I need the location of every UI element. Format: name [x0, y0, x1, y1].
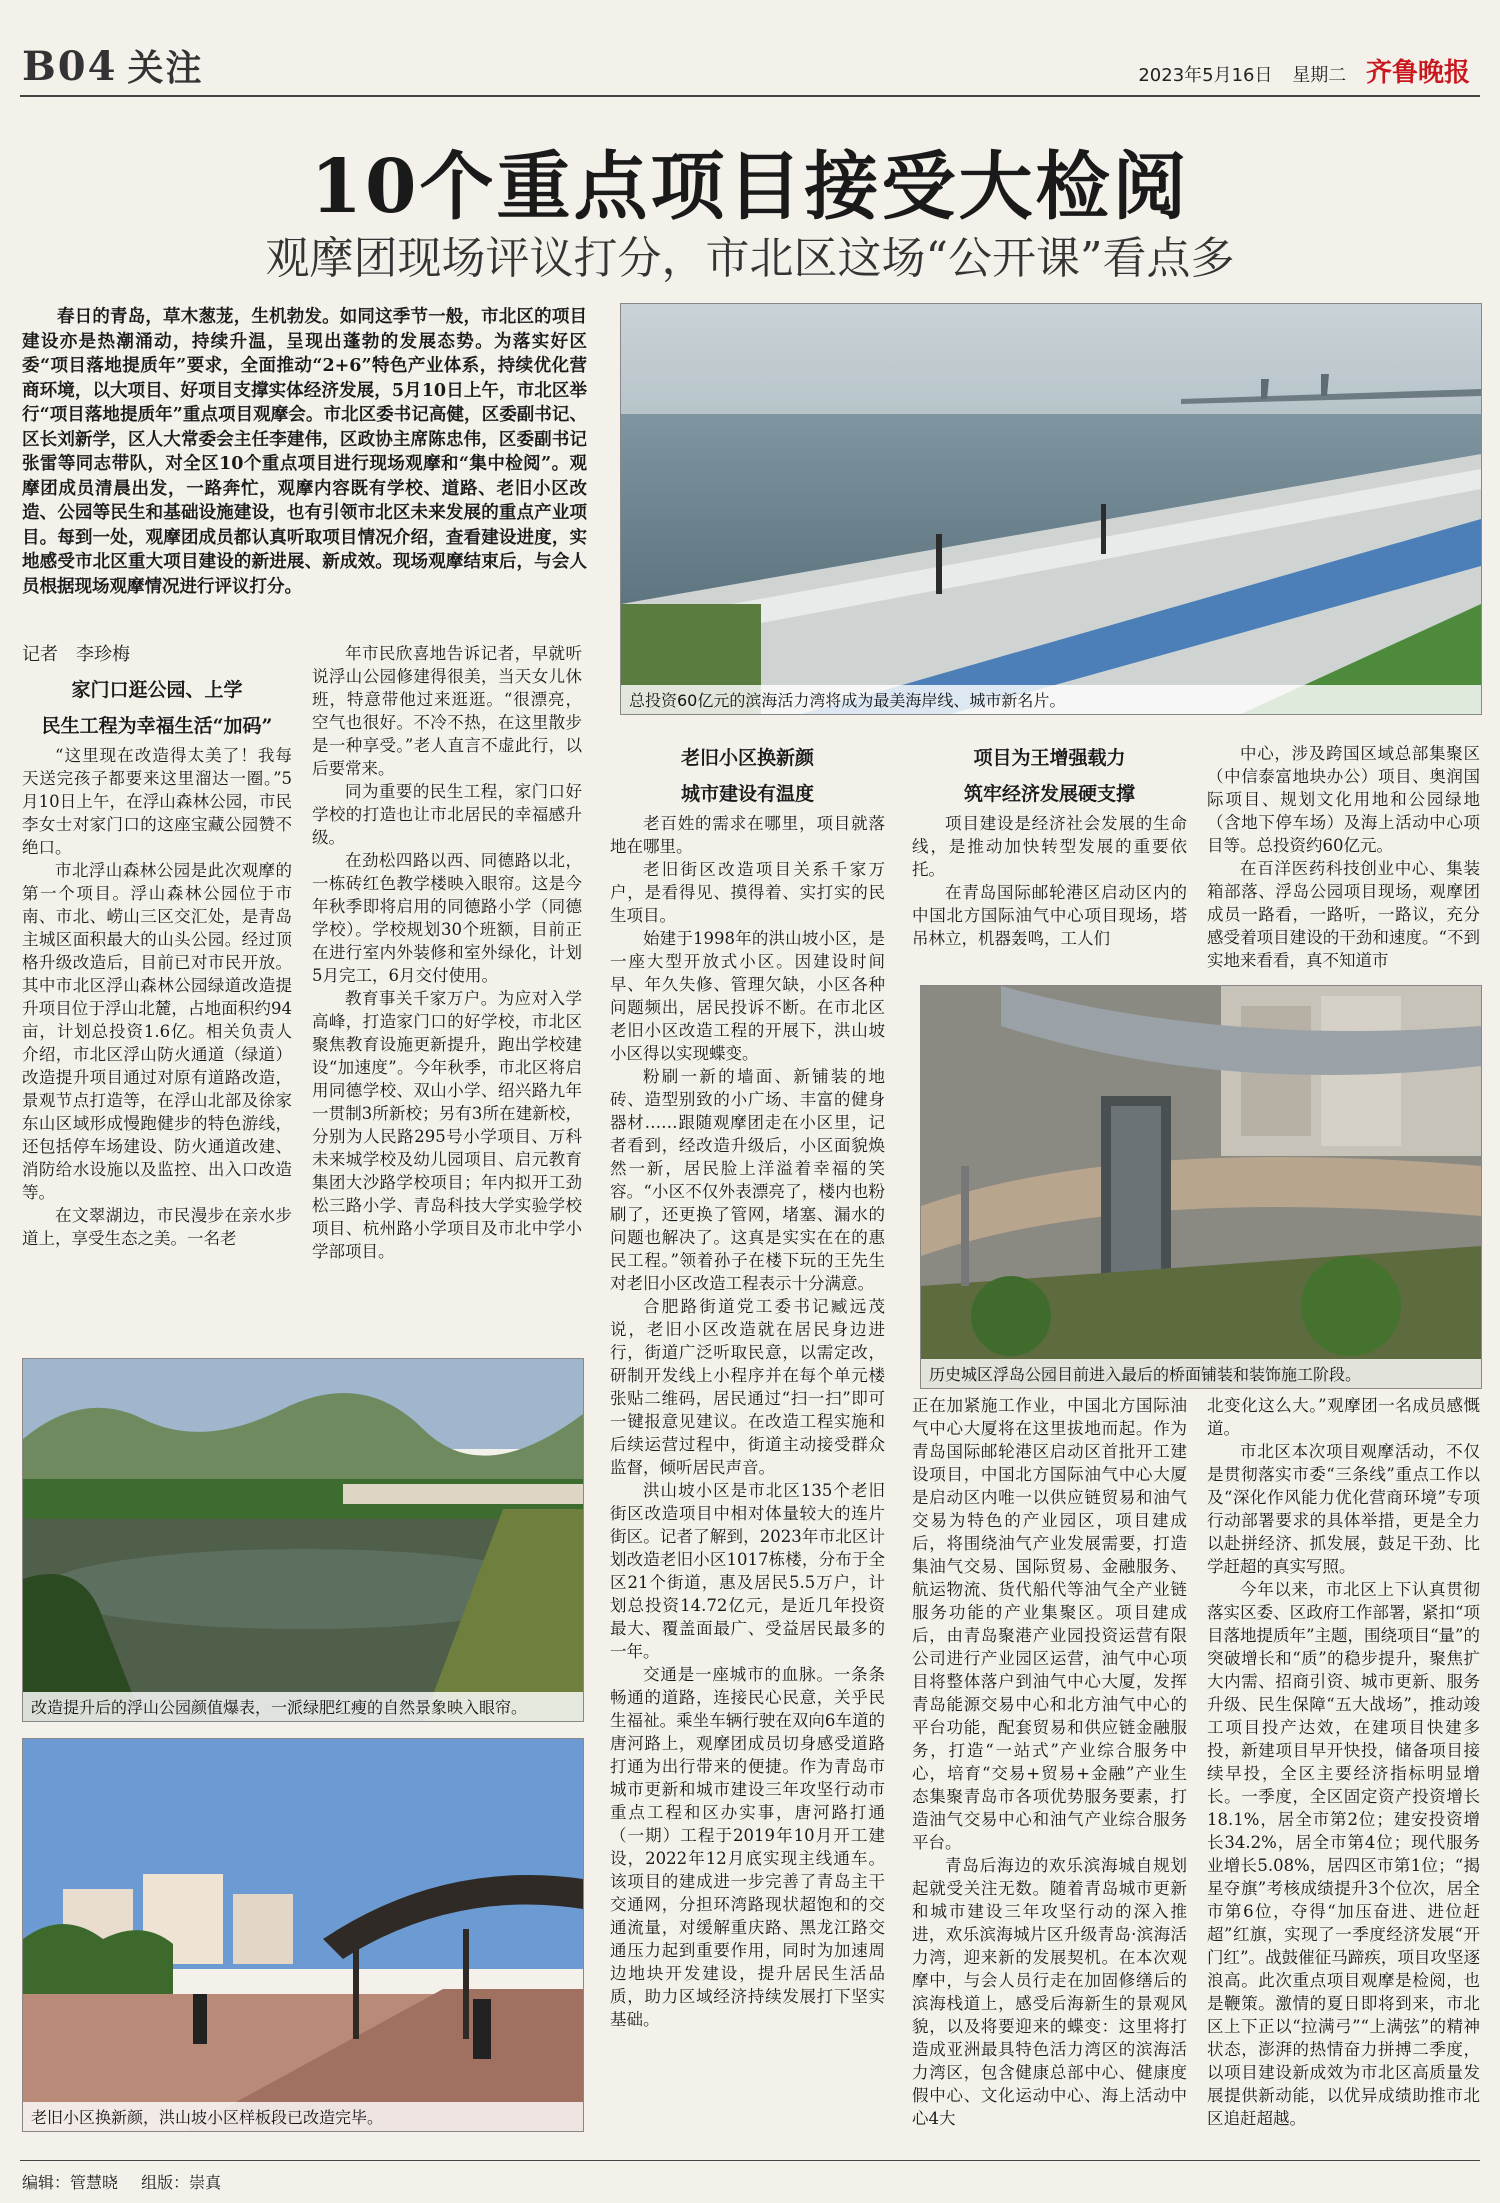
paragraph: 北变化这么大。”观摩团一名成员感慨道。 — [1207, 1396, 1480, 1438]
paragraph: 中心，涉及跨国区域总部集聚区（中信泰富地块办公）项目、奥润国际项目、规划文化用地和公园绿地（含地下停车场）及海上活动中心项目等。总投资约60亿元。 — [1207, 744, 1480, 855]
paragraph: 市北区本次项目观摩活动，不仅是贯彻落实市委“三条线”重点工作以及“深化作风能力优化营商环境”专项行动部署要求的具体举措，更是全力以赴拼经济、抓发展，鼓足干劲、比学赶超的真实写照。 — [1207, 1442, 1480, 1576]
fudao-park-image — [921, 986, 1481, 1388]
paragraph: “这里现在改造得太美了！我每天送完孩子都要来这里溜达一圈。”5月10日上午，在浮山森林公园，市民李女士对家门口的这座宝藏公园赞不绝口。 — [22, 746, 292, 857]
column-3 — [610, 740, 885, 2031]
column-4-top — [912, 740, 1187, 950]
bottom-rule — [20, 2160, 1480, 2161]
section-head-old-communities-line2: 城市建设有温度 — [680, 783, 814, 805]
paragraph: 市北浮山森林公园是此次观摩的第一个项目。浮山森林公园位于市南、市北、崂山三区交汇处，是青岛主城区面积最大的山头公园。经过顶格升级改造后，目前已对市民开放。其中市北区浮山森林公园绿道改造提升项目位于浮山北麓，占地面积约94亩，计划总投资1.6亿。相关负责人介绍，市北区浮山防火通道（绿道）改造提升项目通过对原有道路改造，景观节点打造等，在浮山北部及徐家东山区域形成慢跑健步的特色游线，还包括停车场建设、防火通道改建、消防给水设施以及监控、出入口改造等。 — [22, 861, 292, 1202]
paragraph: 青岛后海边的欢乐滨海城自规划起就受关注无数。随着青岛城市更新和城市建设三年攻坚行动的深入推进，欢乐滨海城片区升级青岛·滨海活力湾，迎来新的发展契机。在本次观摩中，与会人员行走在加固修缮后的滨海栈道上，感受后海新生的景观风貌，以及将要迎来的蝶变：这里将打造成亚洲最具特色活力湾区的滨海活力湾区，包含健康总部中心、健康度假中心、文化运动中心、海上活动中心4大 — [912, 1856, 1187, 2128]
paragraph: 今年以来，市北区上下认真贯彻落实区委、区政府工作部署，紧扣“项目落地提质年”主题，围绕项目“量”的突破增长和“质”的稳步提升，聚焦扩大内需、招商引资、城市更新、服务升级、民生保障“五大战场”，推动竣工项目投产达效，在建项目快建多投，新建项目早开快投，储备项目接续早投，全区主要经济指标明显增长。一季度，全区固定资产投资增长18.1%，居全市第2位；建安投资增长34.2%，居全市第4位；现代服务业增长5.08%，居四区市第1位；“揭星夺旗”考核成绩提升3个位次，居全市第6位，夺得“加压奋进、进位赶超”红旗，实现了一季度经济发展“开门红”。战鼓催征马蹄疾，项目攻坚逐浪高。此次重点项目观摩是检阅，也是鞭策。激情的夏日即将到来，市北区上下正以“拉满弓”“上满弦”的精神状态，澎湃的热情奋力拼搏二季度，以项目建设新成效为市北区高质量发展提供新动能，以优异成绩助推市北区追赶超越。 — [1207, 1580, 1480, 2128]
section-head-parks-line1: 家门口逛公园、上学 — [71, 679, 243, 701]
paragraph: 老百姓的需求在哪里，项目就落地在哪里。 — [610, 814, 885, 856]
section-head-old-communities-line1: 老旧小区换新颜 — [680, 747, 814, 769]
lead-paragraph: 春日的青岛，草木葱茏，生机勃发。如同这季节一般，市北区的项目建设亦是热潮涌动，持续升温，呈现出蓬勃的发展态势。为落实好区委“项目落地提质年”要求，全面推动“2+6”特色产业体系，持续优化营商环境，以大项目、好项目支撑实体经济发展，5月10日上午，市北区举行“项目落地提质年”重点项目观摩会。市北区委书记高健，区委副书记、区长刘新学，区人大常委会主任李建伟，区政协主席陈忠伟，区委副书记张雷等同志带队，对全区10个重点项目进行现场观摩和“集中检阅”。观摩团成员清晨出发，一路奔忙，观摩内容既有学校、道路、老旧小区改造、公园等民生和基础设施建设，也有引领市北区未来发展的重点产业项目。每到一处，观摩团成员都认真听取项目情况介绍，查看建设进度，实地感受市北区重大项目建设的新进展、新成效。现场观摩结束后，与会人员根据现场观摩情况进行评议打分。 — [22, 307, 587, 597]
photo-caption-park: 改造提升后的浮山公园颜值爆表，一派绿肥红瘦的自然景象映入眼帘。 — [23, 1692, 583, 1721]
paragraph: 老旧街区改造项目关系千家万户，是看得见、摸得着、实打实的民生项目。 — [610, 860, 885, 925]
paragraph: 粉刷一新的墙面、新铺装的地砖、造型别致的小广场、丰富的健身器材……跟随观摩团走在小区里，记者看到，经改造升级后，小区面貌焕然一新，居民脸上洋溢着幸福的笑容。“小区不仅外表漂亮了，楼内也粉刷了，还更换了管网，堵塞、漏水的问题也解决了。这真是实实在在的惠民工程。”领着孙子在楼下玩的王先生对老旧小区改造工程表示十分满意。 — [610, 1067, 885, 1293]
masthead-dateline — [1138, 52, 1470, 89]
footer-credits — [22, 2170, 221, 2193]
page-section-label — [22, 40, 204, 91]
column-2 — [312, 642, 582, 1263]
paragraph: 在文翠湖边，市民漫步在亲水步道上，享受生态之美。一名老 — [22, 1206, 292, 1248]
issue-weekday: 星期二 — [1292, 65, 1347, 86]
issue-date: 2023年5月16日 — [1138, 65, 1273, 86]
paragraph: 项目建设是经济社会发展的生命线，是推动加快转型发展的重要依托。 — [912, 814, 1187, 879]
paragraph: 交通是一座城市的血脉。一条条畅通的道路，连接民心民意，关乎民生福祉。乘坐车辆行驶在双向6车道的唐河路上，观摩团成员切身感受道路打通为出行带来的便捷。作为青岛市城市更新和城市建设三年攻坚行动市重点工程和区办实事，唐河路打通（一期）工程于2019年10月开工建设，2022年12月底实现主线通车。该项目的建成进一步完善了青岛主干交通网，分担环湾路现状超饱和的交通流量，对缓解重庆路、黑龙江路交通压力起到重要作用，同时为加速周边地块开发建设，提升居民生活品质，助力区域经济持续发展打下坚实基础。 — [610, 1665, 885, 2029]
column-5-bottom — [1207, 1394, 1480, 2130]
paragraph: 同为重要的民生工程，家门口好学校的打造也让市北居民的幸福感升级。 — [312, 782, 582, 847]
column-5-top — [1207, 742, 1480, 972]
column-1 — [22, 672, 292, 1250]
community-image — [23, 1739, 583, 2131]
section-head-projects-line2: 筑牢经济发展硬支撑 — [963, 783, 1135, 805]
byline: 记者 李珍梅 — [22, 644, 130, 665]
section-head-parks-line2: 民生工程为幸福生活“加码” — [41, 715, 273, 737]
paragraph: 在百洋医药科技创业中心、集装箱部落、浮岛公园项目现场，观摩团成员一路看，一路听，一路议，充分感受着项目建设的干劲和速度。“不到实地来看看，真不知道市 — [1207, 859, 1480, 970]
top-rule — [20, 95, 1480, 97]
paragraph: 年市民欣喜地告诉记者，早就听说浮山公园修建得很美，当天女儿休班，特意带他过来逛逛。“很漂亮，空气也很好。不冷不热，在这里散步是一种享受。”老人直言不虚此行，以后要常来。 — [312, 644, 582, 778]
paragraph: 正在加紧施工作业，中国北方国际油气中心大厦将在这里拔地而起。作为青岛国际邮轮港区启动区首批开工建设项目，中国北方国际油气中心大厦是启动区内唯一以供应链贸易和油气交易为特色的产业园区，项目建成后，将围绕油气产业发展需要，打造集油气交易、国际贸易、金融服务、航运物流、货代船代等油气全产业链服务功能的产业集聚区。项目建成后，由青岛聚港产业园投资运营有限公司进行产业园区运营，油气中心项目将整体落户到油气中心大厦，发挥青岛能源交易中心和北方油气中心的平台功能，配套贸易和供应链金融服务，打造“一站式”产业综合服务中心，培育“交易+贸易+金融”产业生态集聚青岛市各项优势服务要素，打造油气交易中心和油气产业综合服务平台。 — [912, 1396, 1187, 1852]
section-head-parks — [22, 672, 292, 744]
editor-credit: 编辑：管慧晓 — [22, 2173, 119, 2192]
paragraph: 洪山坡小区是市北区135个老旧街区改造项目中相对体量较大的连片街区。记者了解到，2023年市北区计划改造老旧小区1017栋楼，分布于全区21个街道，惠及居民5.5万户，计划总投资14.72亿元，是近几年投资最大、覆盖面最广、受益居民最多的一年。 — [610, 1481, 885, 1661]
column-4-bottom — [912, 1394, 1187, 2130]
section-head-old-communities — [610, 740, 885, 812]
paragraph: 教育事关千家万户。为应对入学高峰，打造家门口的好学校，市北区聚焦教育设施更新提升，跑出学校建设“加速度”。今年秋季，市北区将启用同德学校、双山小学、绍兴路九年一贯制3所新校；另有3所在建新校，分别为人民路295号小学项目、万科未来城学校及幼儿园项目、启元教育集团大沙路学校项目；年内拟开工劲松三路小学、青岛科技大学实验学校项目、杭州路小学项目及市北中学小学部项目。 — [312, 989, 582, 1261]
photo-fushan-park — [22, 1358, 584, 1722]
section-head-projects-line1: 项目为王增强载力 — [973, 747, 1126, 769]
seaside-image — [621, 304, 1481, 714]
headline: 10个重点项目接受大检阅 — [310, 144, 1190, 230]
photo-hongshanpo-community — [22, 1738, 584, 2132]
section-head-projects — [912, 740, 1187, 812]
photo-seaside-bay — [620, 303, 1482, 715]
subheadline: 观摩团现场评议打分，市北区这场“公开课”看点多 — [265, 233, 1235, 284]
layout-credit: 组版：崇真 — [141, 2173, 222, 2192]
park-image — [23, 1359, 583, 1721]
photo-fudao-park — [920, 985, 1482, 1389]
photo-caption-community: 老旧小区换新颜，洪山坡小区样板段已改造完毕。 — [23, 2102, 583, 2131]
photo-caption-fudao: 历史城区浮岛公园目前进入最后的桥面铺装和装饰施工阶段。 — [921, 1359, 1481, 1388]
paragraph: 在劲松四路以西、同德路以北，一栋砖红色教学楼映入眼帘。这是今年秋季即将启用的同德路小学（同德学校）。学校规划30个班额，目前正在进行室内外装修和室外绿化，计划5月完工，6月交付使用。 — [312, 851, 582, 985]
paragraph: 在青岛国际邮轮港区启动区内的中国北方国际油气中心项目现场，塔吊林立，机器轰鸣，工人们 — [912, 883, 1187, 948]
paragraph: 合肥路街道党工委书记臧远茂说，老旧小区改造就在居民身边进行，街道广泛听取民意，以需定改，研制开发线上小程序并在每个单元楼张贴二维码，居民通过“扫一扫”即可一键报意见建议。在改造工程实施和后续运营过程中，街道主动接受群众监督，倾听居民声音。 — [610, 1297, 885, 1477]
section-name: 关注 — [127, 47, 204, 89]
newspaper-logo: 齐鲁晚报 — [1365, 58, 1470, 88]
paragraph: 始建于1998年的洪山坡小区，是一座大型开放式小区。因建设时间早、年久失修、管理欠缺，小区各种问题频出，居民投诉不断。在市北区老旧小区改造工程的开展下，洪山坡小区得以实现蝶变。 — [610, 929, 885, 1063]
photo-caption-seaside: 总投资60亿元的滨海活力湾将成为最美海岸线、城市新名片。 — [621, 685, 1481, 714]
page-number: B04 — [22, 43, 118, 90]
